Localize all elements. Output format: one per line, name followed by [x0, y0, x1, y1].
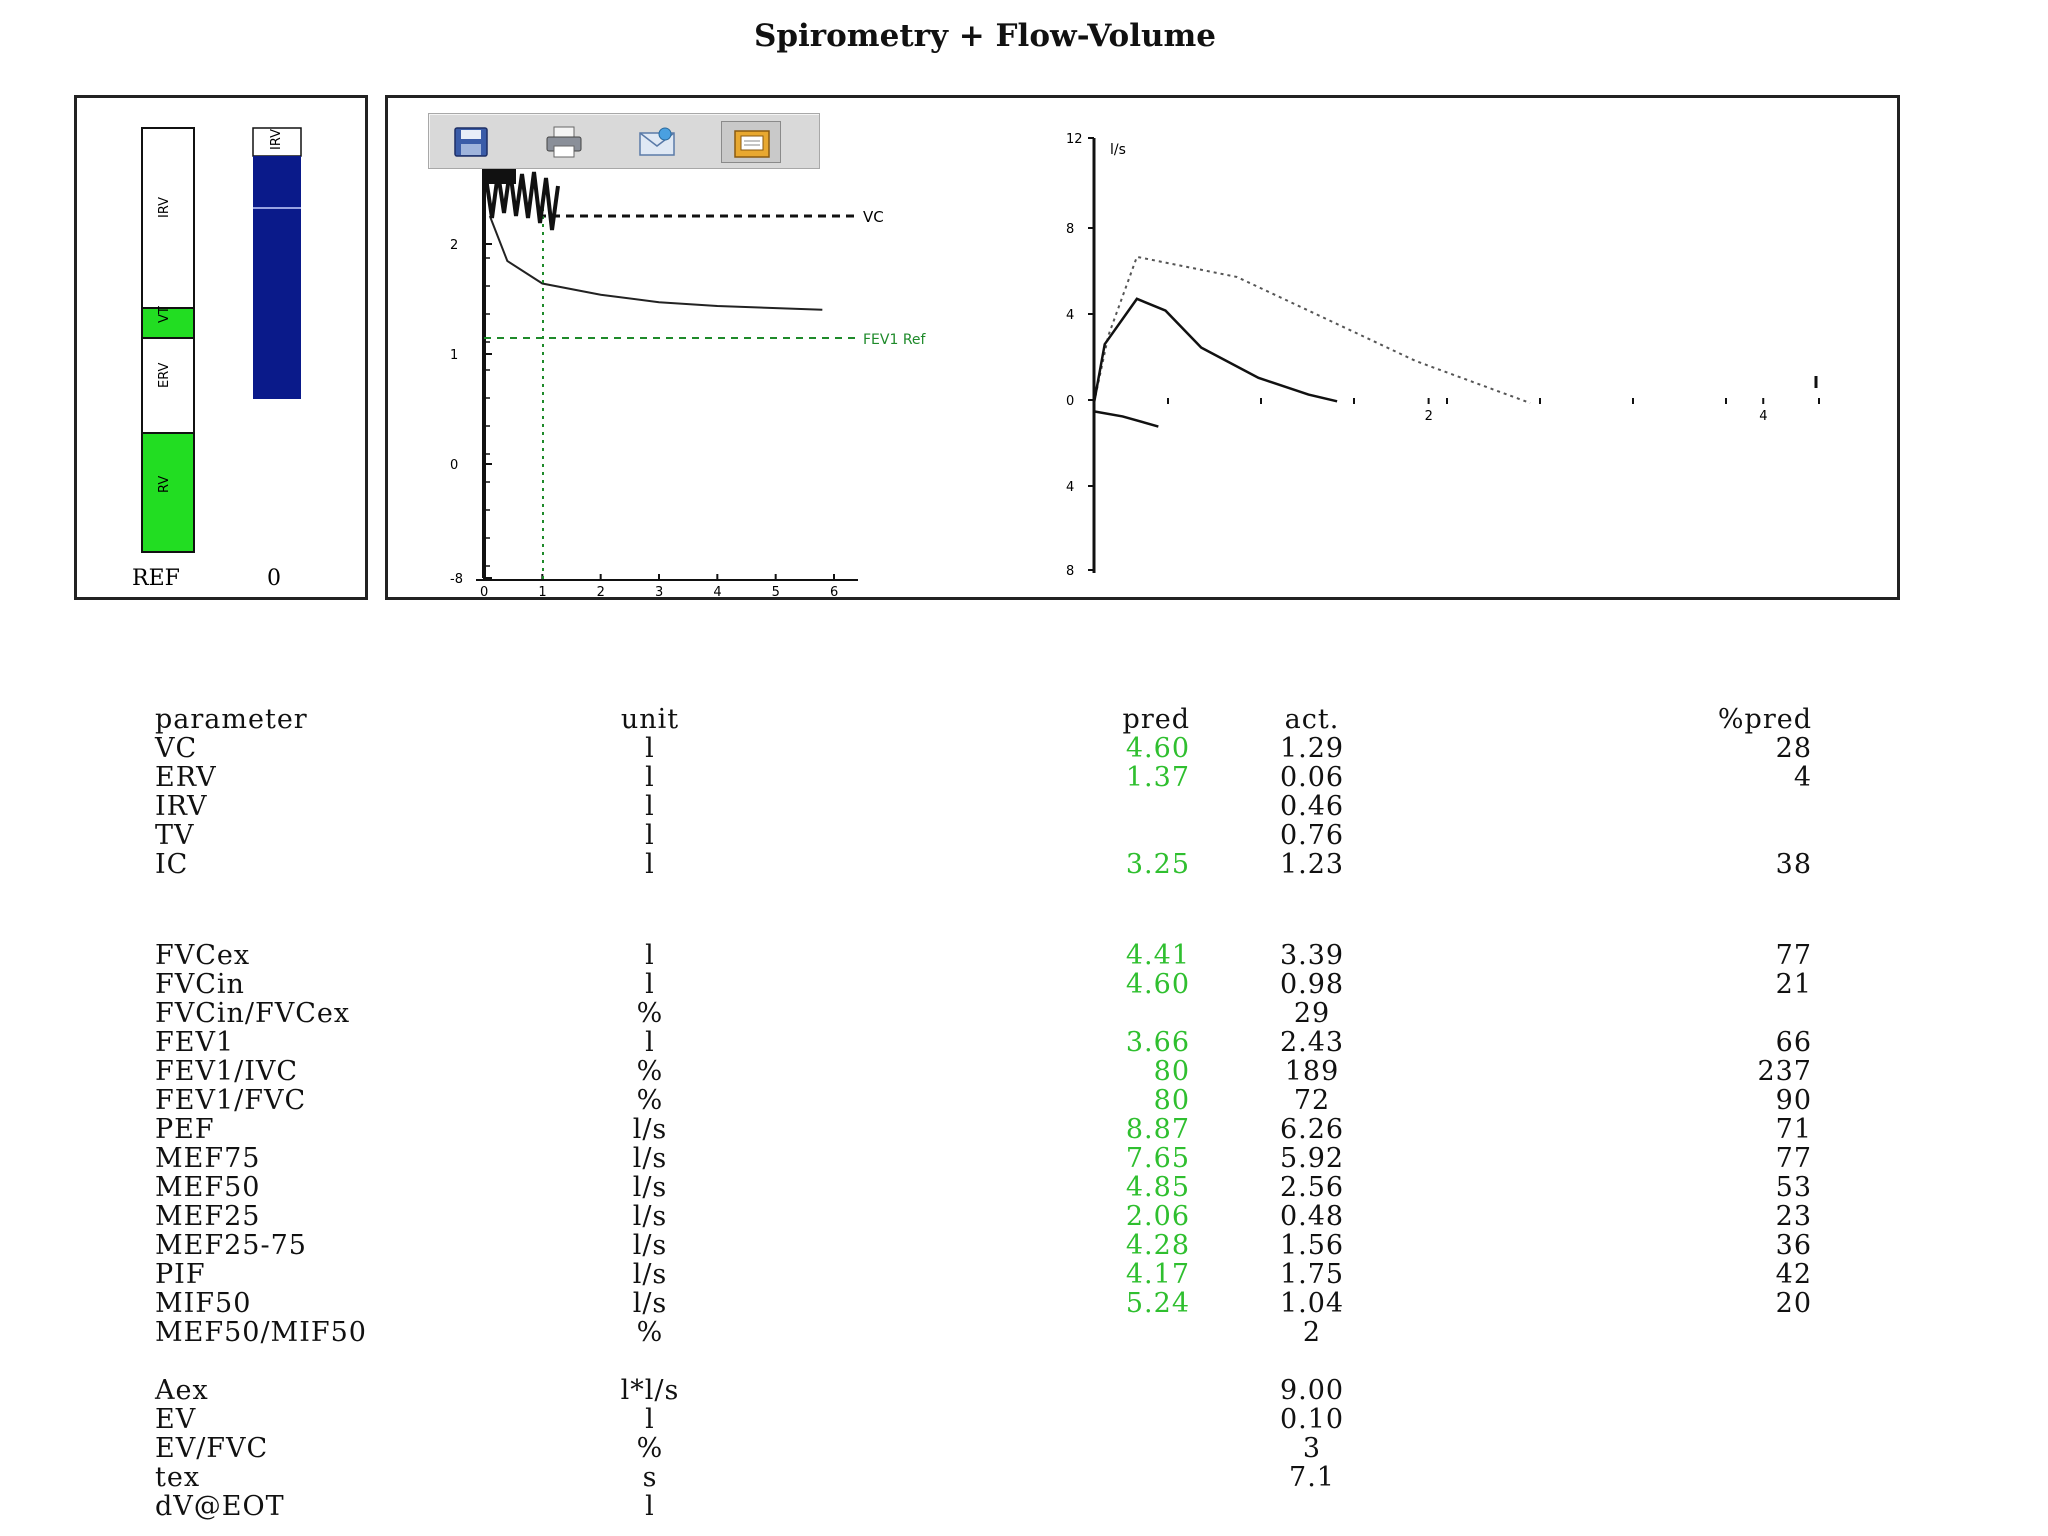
fv-tick-group	[1066, 132, 1903, 579]
row-9-act: 189	[1284, 1056, 1340, 1087]
row-4-pred: 3.25	[1125, 849, 1190, 880]
vt-x-tick-2: 2	[596, 585, 605, 600]
blue-bar	[253, 156, 301, 399]
row-6-param: FVCin	[155, 969, 245, 1000]
row-0-unit: l	[645, 733, 655, 764]
row-13-param: MEF50	[155, 1172, 261, 1203]
row-8-pred: 3.66	[1125, 1027, 1190, 1058]
row-5-pred: 4.41	[1125, 940, 1190, 971]
row-12-act: 5.92	[1279, 1143, 1345, 1174]
row-5-act: 3.39	[1279, 940, 1345, 971]
charts-svg	[388, 98, 1903, 603]
row-15-param: MEF25-75	[155, 1230, 307, 1261]
row-4-param: IC	[155, 849, 189, 880]
save-button[interactable]	[441, 121, 501, 163]
row-10-pred: 80	[1153, 1085, 1190, 1116]
row-16-param: PIF	[155, 1259, 206, 1290]
row-8-act: 2.43	[1279, 1027, 1345, 1058]
row-4-act: 1.23	[1279, 849, 1345, 880]
row-1-unit: l	[645, 762, 655, 793]
save-icon	[449, 124, 493, 160]
row-17-param: MIF50	[155, 1288, 252, 1319]
vt-y-tick-0: 2	[450, 238, 459, 253]
row-3-param: TV	[155, 820, 195, 851]
fv-x-tick-1: 4	[1759, 409, 1768, 424]
fv-series-line-0	[1094, 257, 1530, 403]
row-11-pct: 71	[1775, 1114, 1812, 1145]
print-icon	[542, 124, 586, 160]
fv-y-tick-4: 4	[1066, 480, 1075, 495]
lung-label-rv: RV	[157, 475, 172, 493]
row-9-pred: 80	[1153, 1056, 1190, 1087]
header-parameter: parameter	[155, 704, 308, 735]
fv-y-tick-1: 8	[1066, 222, 1075, 237]
row-20-param: EV	[155, 1404, 197, 1435]
row-13-act: 2.56	[1279, 1172, 1345, 1203]
row-7-param: FVCin/FVCex	[155, 998, 351, 1029]
header-pct-pred: %pred	[1717, 704, 1812, 735]
row-4-pct: 38	[1775, 849, 1812, 880]
row-12-param: MEF75	[155, 1143, 261, 1174]
row-21-unit: %	[636, 1433, 664, 1464]
row-4-unit: l	[645, 849, 655, 880]
row-15-act: 1.56	[1279, 1230, 1345, 1261]
row-20-act: 0.10	[1279, 1404, 1345, 1435]
row-16-unit: l/s	[632, 1259, 668, 1290]
row-3-act: 0.76	[1279, 820, 1345, 851]
row-20-unit: l	[645, 1404, 655, 1435]
row-22-act: 7.1	[1289, 1462, 1335, 1493]
row-2-unit: l	[645, 791, 655, 822]
row-1-pred: 1.37	[1125, 762, 1190, 793]
row-14-act: 0.48	[1279, 1201, 1345, 1232]
vt-x-tick-0: 0	[480, 585, 489, 600]
row-14-pct: 23	[1775, 1201, 1812, 1232]
row-11-act: 6.26	[1279, 1114, 1345, 1145]
copy-button[interactable]	[721, 121, 781, 163]
row-2-param: IRV	[155, 791, 208, 822]
report-title: Spirometry + Flow-Volume	[753, 18, 1217, 54]
row-22-unit: s	[642, 1462, 658, 1493]
header-unit: unit	[620, 704, 680, 735]
fv-series-line-1	[1094, 299, 1337, 403]
row-21-param: EV/FVC	[155, 1433, 269, 1464]
row-15-unit: l/s	[632, 1230, 668, 1261]
vt-x-tick-4: 4	[713, 585, 722, 600]
row-17-act: 1.04	[1279, 1288, 1345, 1319]
fv-series-line-2	[1094, 411, 1158, 426]
row-7-unit: %	[636, 998, 664, 1029]
vt-y-tick-1: 1	[450, 348, 459, 363]
vt-y-tick-2: 0	[450, 458, 459, 473]
lung-label-irv: IRV	[157, 196, 172, 218]
row-10-unit: %	[636, 1085, 664, 1116]
row-8-pct: 66	[1775, 1027, 1812, 1058]
lung-volume-svg	[77, 98, 371, 603]
row-19-unit: l*l/s	[620, 1375, 680, 1406]
fv-y-tick-2: 4	[1066, 308, 1075, 323]
lung-volume-panel	[74, 95, 368, 600]
row-21-act: 3	[1302, 1433, 1322, 1464]
row-5-param: FVCex	[155, 940, 251, 971]
row-11-unit: l/s	[632, 1114, 668, 1145]
row-16-pred: 4.17	[1125, 1259, 1190, 1290]
row-13-pred: 4.85	[1125, 1172, 1190, 1203]
fv-y-tick-5: 8	[1066, 564, 1075, 579]
fv-y-label: l/s	[1110, 142, 1126, 158]
chart-panel	[385, 95, 1900, 600]
row-10-act: 72	[1293, 1085, 1331, 1116]
row-12-unit: l/s	[632, 1143, 668, 1174]
row-13-unit: l/s	[632, 1172, 668, 1203]
copy-icon	[730, 125, 774, 161]
flow-volume-chart	[1066, 132, 1903, 579]
row-19-act: 9.00	[1279, 1375, 1345, 1406]
row-5-unit: l	[645, 940, 655, 971]
row-0-pct: 28	[1775, 733, 1812, 764]
vc-annotation: VC	[863, 208, 884, 226]
row-0-act: 1.29	[1279, 733, 1345, 764]
vt-tick-group	[450, 238, 838, 600]
lung-footer-right: 0	[267, 566, 281, 591]
lung-label-erv: ERV	[157, 362, 172, 388]
row-18-unit: %	[636, 1317, 664, 1348]
row-10-param: FEV1/FVC	[155, 1085, 307, 1116]
email-icon	[635, 124, 679, 160]
row-6-act: 0.98	[1279, 969, 1345, 1000]
row-17-pred: 5.24	[1125, 1288, 1190, 1319]
vt-x-tick-3: 3	[655, 585, 664, 600]
fv-series-group	[1094, 257, 1530, 427]
row-7-act: 29	[1293, 998, 1331, 1029]
vt-x-tick-5: 5	[771, 585, 780, 600]
row-16-pct: 42	[1775, 1259, 1812, 1290]
row-17-pct: 20	[1775, 1288, 1812, 1319]
row-14-param: MEF25	[155, 1201, 261, 1232]
row-19-param: Aex	[155, 1375, 209, 1406]
fv-y-tick-3: 0	[1066, 394, 1075, 409]
row-8-param: FEV1	[155, 1027, 235, 1058]
row-6-pred: 4.60	[1125, 969, 1190, 1000]
print-button[interactable]	[534, 121, 594, 163]
header-act: act.	[1284, 704, 1340, 735]
row-9-pct: 237	[1757, 1056, 1812, 1087]
row-12-pred: 7.65	[1125, 1143, 1190, 1174]
row-6-unit: l	[645, 969, 655, 1000]
row-1-param: ERV	[155, 762, 217, 793]
row-15-pct: 36	[1775, 1230, 1812, 1261]
row-6-pct: 21	[1775, 969, 1812, 1000]
row-23-unit: l	[645, 1491, 655, 1522]
lung-footer-left: REF	[132, 566, 180, 591]
row-3-unit: l	[645, 820, 655, 851]
row-11-pred: 8.87	[1125, 1114, 1190, 1145]
vt-series-line-0	[490, 216, 823, 310]
vt-x-tick-6: 6	[830, 585, 839, 600]
row-0-pred: 4.60	[1125, 733, 1190, 764]
row-0-param: VC	[155, 733, 198, 764]
chart-toolbar	[428, 113, 820, 169]
row-13-pct: 53	[1775, 1172, 1812, 1203]
row-9-param: FEV1/IVC	[155, 1056, 299, 1087]
row-14-pred: 2.06	[1125, 1201, 1190, 1232]
row-18-act: 2	[1302, 1317, 1322, 1348]
row-23-param: dV@EOT	[155, 1491, 285, 1522]
row-8-unit: l	[645, 1027, 655, 1058]
vt-y-tick-3: -8	[450, 572, 463, 587]
fv-y-tick-0: 12	[1066, 132, 1083, 147]
row-16-act: 1.75	[1279, 1259, 1345, 1290]
vt-x-tick-1: 1	[538, 585, 547, 600]
row-18-param: MEF50/MIF50	[155, 1317, 367, 1348]
row-22-param: tex	[155, 1462, 201, 1493]
row-17-unit: l/s	[632, 1288, 668, 1319]
row-10-pct: 90	[1775, 1085, 1812, 1116]
row-1-pct: 4	[1793, 762, 1812, 793]
row-12-pct: 77	[1775, 1143, 1812, 1174]
fv-x-tick-0: 2	[1424, 409, 1433, 424]
row-11-param: PEF	[155, 1114, 215, 1145]
row-1-act: 0.06	[1279, 762, 1345, 793]
volume-time-chart	[450, 128, 927, 600]
header-pred: pred	[1122, 704, 1190, 735]
lung-label-vt: VT	[157, 306, 172, 323]
fev1-annotation: FEV1 Ref	[863, 332, 926, 348]
row-2-act: 0.46	[1279, 791, 1345, 822]
row-5-pct: 77	[1775, 940, 1812, 971]
row-14-unit: l/s	[632, 1201, 668, 1232]
blue-bar-label: IRV	[269, 128, 284, 150]
email-button[interactable]	[627, 121, 687, 163]
row-9-unit: %	[636, 1056, 664, 1087]
row-15-pred: 4.28	[1125, 1230, 1190, 1261]
vt-series-group	[490, 216, 823, 310]
